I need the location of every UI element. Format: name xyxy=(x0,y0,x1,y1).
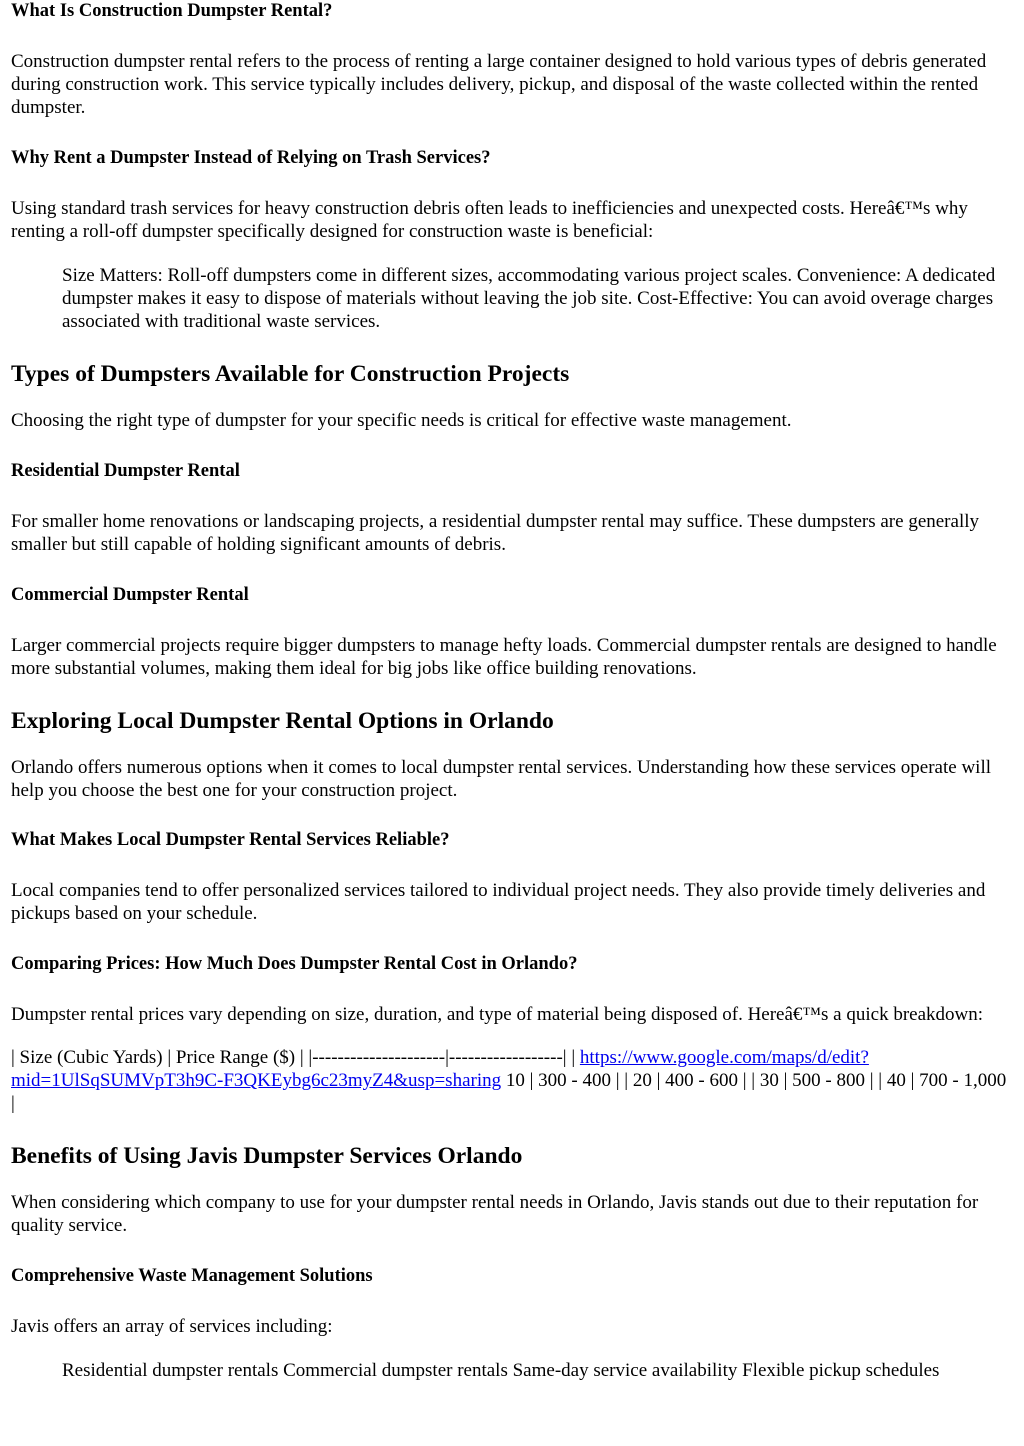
paragraph-prices: Dumpster rental prices vary depending on size, duration, and type of material being disposed of. Hereâ€™s a quick breakdown: xyxy=(11,1004,984,1025)
section-heading-prices: Comparing Prices: How Much Does Dumpster Rental Cost in Orlando? xyxy=(11,954,578,974)
section-heading-reliable: What Makes Local Dumpster Rental Services Reliable? xyxy=(11,830,450,850)
section-heading-types: Types of Dumpsters Available for Construction Projects xyxy=(11,361,570,387)
list-benefits: Size Matters: Roll-off dumpsters come in different sizes, accommodating various project scales. Convenience: A dedicated dumpster makes it easy to dispose of materials without leaving the job site. Cost-Effective: You can avoid overage charges associated with traditional waste services. xyxy=(62,265,996,332)
google-maps-link[interactable]: https://www.google.com/maps/d/edit?mid=1UlSqSUMVpT3h9C-F3QKEybg6c23myZ4&usp=sharing xyxy=(11,1047,869,1091)
paragraph-javis-benefits: When considering which company to use for your dumpster rental needs in Orlando, Javis stands out due to their reputation for quality service. xyxy=(11,1192,979,1236)
paragraph-why-rent: Using standard trash services for heavy construction debris often leads to inefficiencies and unexpected costs. Hereâ€™s why renting a roll-off dumpster specifically designed for construction waste is beneficial: xyxy=(11,198,968,242)
paragraph-commercial: Larger commercial projects require bigger dumpsters to manage hefty loads. Commercial dumpster rentals are designed to handle more substantial volumes, making them ideal for big jobs like office building renovations. xyxy=(11,635,997,679)
paragraph-reliable: Local companies tend to offer personalized services tailored to individual project needs. They also provide timely deliveries and pickups based on your schedule. xyxy=(11,880,986,924)
section-heading-what-is: What Is Construction Dumpster Rental? xyxy=(11,1,333,21)
list-services: Residential dumpster rentals Commercial dumpster rentals Same-day service availability Flexible pickup schedules xyxy=(62,1360,940,1381)
section-heading-javis-benefits: Benefits of Using Javis Dumpster Services Orlando xyxy=(11,1143,523,1169)
paragraph-local-options: Orlando offers numerous options when it comes to local dumpster rental services. Understanding how these services operate will help you choose the best one for your construction project. xyxy=(11,757,992,801)
section-heading-commercial: Commercial Dumpster Rental xyxy=(11,585,249,605)
price-table-text xyxy=(11,1046,1013,1115)
section-heading-why-rent: Why Rent a Dumpster Instead of Relying on Trash Services? xyxy=(11,148,491,168)
paragraph-what-is: Construction dumpster rental refers to the process of renting a large container designed to hold various types of debris generated during construction work. This service typically includes delivery, pickup, and disposal of the waste collected within the rented dumpster. xyxy=(11,51,987,118)
section-heading-waste-solutions: Comprehensive Waste Management Solutions xyxy=(11,1266,373,1286)
paragraph-residential: For smaller home renovations or landscaping projects, a residential dumpster rental may suffice. These dumpsters are generally smaller but still capable of holding significant amounts of debris. xyxy=(11,511,979,555)
section-heading-residential: Residential Dumpster Rental xyxy=(11,461,240,481)
price-table-suffix: 10 | 300 - 400 | | 20 | 400 - 600 | | 30 | 500 - 800 | | 40 | 700 - 1,000 | xyxy=(11,1070,1007,1114)
section-heading-local-options: Exploring Local Dumpster Rental Options in Orlando xyxy=(11,708,554,734)
price-table-prefix: | Size (Cubic Yards) | Price Range ($) | |---------------------|------------------| | xyxy=(11,1047,580,1068)
paragraph-waste-solutions: Javis offers an array of services including: xyxy=(11,1316,333,1337)
paragraph-types: Choosing the right type of dumpster for your specific needs is critical for effective waste management. xyxy=(11,410,792,431)
